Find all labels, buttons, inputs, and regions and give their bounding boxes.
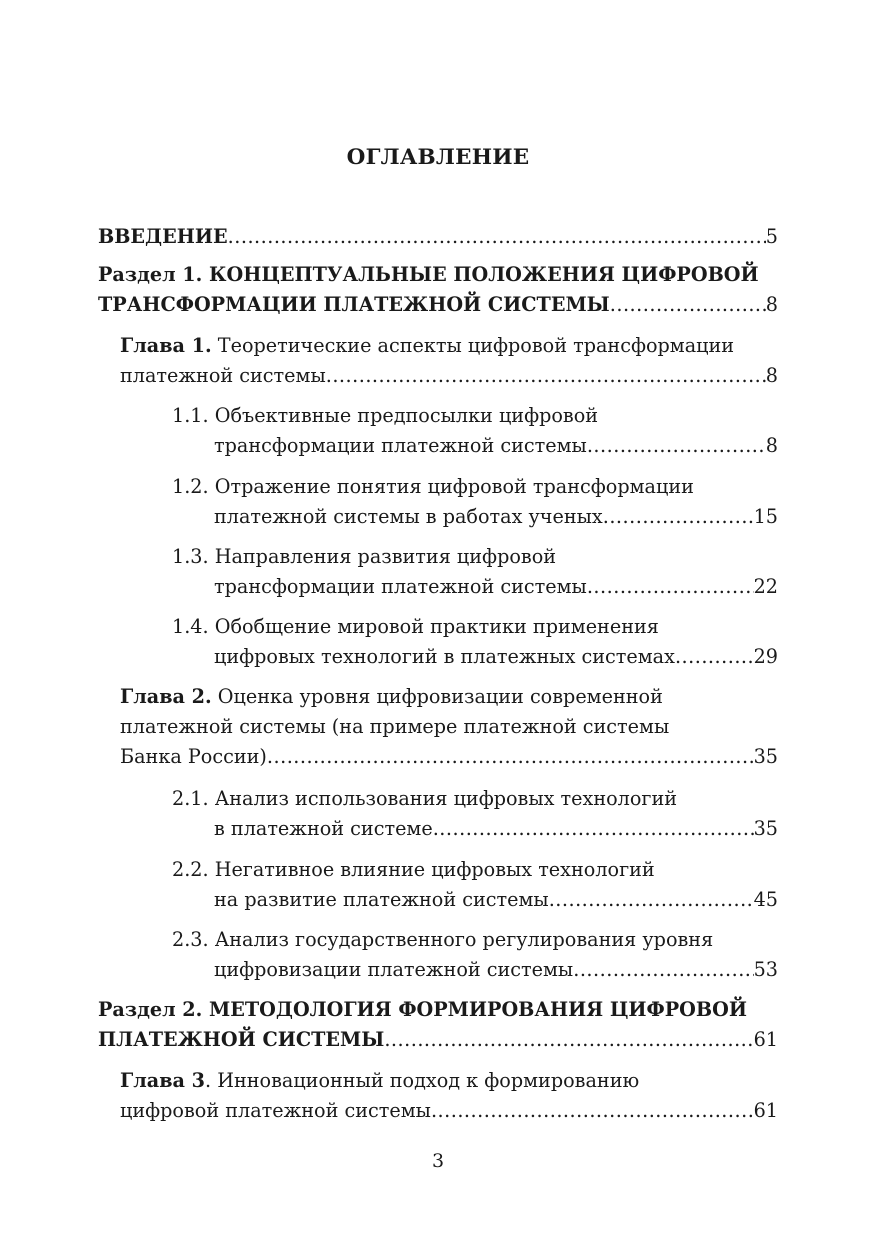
dot-leader: [587, 431, 766, 461]
page-title: ОГЛАВЛЕНИЕ: [346, 145, 530, 170]
toc-entry-text: цифровых технологий в платежных системах: [214, 645, 675, 668]
toc-page-number: 35: [753, 745, 778, 768]
toc-entry-text: . Инновационный подход к формированию: [205, 1069, 640, 1092]
toc-entry-text: цифровой платежной системы: [120, 1099, 431, 1122]
toc-page-number: 45: [753, 888, 778, 911]
toc-page-number: 61: [753, 1028, 778, 1051]
dot-leader: [326, 361, 766, 391]
dot-leader: [431, 1096, 754, 1126]
toc-page-number: 22: [753, 575, 778, 598]
toc-entry-chapter-1[interactable]: [120, 331, 778, 391]
toc-entry-text: ТРАНСФОРМАЦИИ ПЛАТЕЖНОЙ СИСТЕМЫ: [98, 293, 610, 316]
toc-entry-text: Анализ государственного регулирования уровня: [208, 928, 714, 951]
dot-leader: [675, 642, 754, 672]
toc-entry-introduction[interactable]: [98, 222, 778, 252]
toc-entry-text: цифровизации платежной системы: [214, 958, 574, 981]
dot-leader: [267, 742, 754, 772]
toc-page-number: 8: [765, 293, 778, 316]
toc-entry-2-3[interactable]: [172, 925, 778, 985]
toc-subsection-number: 1.3.: [172, 545, 209, 568]
dot-leader: [228, 222, 766, 252]
toc-entry-text: платежной системы в работах ученых: [214, 505, 603, 528]
toc-entry-text: ПЛАТЕЖНОЙ СИСТЕМЫ: [98, 1028, 385, 1051]
toc-entry-chapter-2[interactable]: [120, 682, 778, 772]
dot-leader: [549, 885, 754, 915]
toc-subsection-number: 1.4.: [172, 615, 209, 638]
toc-entry-text: Направления развития цифровой: [208, 545, 557, 568]
toc-entry-2-2[interactable]: [172, 855, 778, 915]
dot-leader: [433, 814, 754, 844]
toc-chapter-prefix: Глава 1.: [120, 334, 212, 357]
toc-page-number: 35: [753, 817, 778, 840]
toc-page-number: 53: [753, 958, 778, 981]
toc-entry-text: Отражение понятия цифровой трансформации: [208, 475, 694, 498]
dot-leader: [610, 290, 766, 320]
toc-subsection-number: 1.2.: [172, 475, 209, 498]
toc-entry-section-1[interactable]: [98, 260, 778, 320]
toc-entry-2-1[interactable]: [172, 784, 778, 844]
toc-chapter-prefix: Глава 3: [120, 1069, 206, 1092]
page-number: 3: [431, 1150, 445, 1172]
toc-entry-1-1[interactable]: [172, 401, 778, 461]
dot-leader: [573, 955, 753, 985]
toc-chapter-prefix: Глава 2.: [120, 685, 212, 708]
toc-subsection-number: 2.3.: [172, 928, 209, 951]
toc-entry-text: Анализ использования цифровых технологий: [208, 787, 678, 810]
toc-entry-text: на развитие платежной системы: [214, 888, 549, 911]
toc-entry-text: Негативное влияние цифровых технологий: [208, 858, 655, 881]
toc-entry-text: платежной системы (на примере платежной системы: [120, 715, 670, 738]
toc-entry-text: ВВЕДЕНИЕ: [98, 225, 228, 248]
toc-entry-text: КОНЦЕПТУАЛЬНЫЕ ПОЛОЖЕНИЯ ЦИФРОВОЙ: [209, 263, 759, 286]
toc-entry-text: платежной системы: [120, 364, 326, 387]
toc-section-prefix: Раздел 1.: [98, 263, 203, 286]
toc-entry-1-3[interactable]: [172, 542, 778, 602]
toc-subsection-number: 2.1.: [172, 787, 209, 810]
toc-entry-1-2[interactable]: [172, 472, 778, 532]
toc-page-number: 15: [753, 505, 778, 528]
toc-entry-text: трансформации платежной системы: [214, 575, 587, 598]
toc-subsection-number: 1.1.: [172, 404, 209, 427]
toc-subsection-number: 2.2.: [172, 858, 209, 881]
toc-entry-chapter-3[interactable]: [120, 1066, 778, 1126]
dot-leader: [587, 572, 754, 602]
toc-page-number: 5: [765, 225, 778, 248]
dot-leader: [384, 1025, 753, 1055]
toc-entry-text: трансформации платежной системы: [214, 434, 587, 457]
toc-section-prefix: Раздел 2.: [98, 998, 203, 1021]
toc-page-number: 8: [765, 434, 778, 457]
toc-entry-section-2[interactable]: [98, 995, 778, 1055]
toc-entry-text: Банка России): [120, 745, 267, 768]
toc-entry-text: МЕТОДОЛОГИЯ ФОРМИРОВАНИЯ ЦИФРОВОЙ: [209, 998, 747, 1021]
toc-entry-text: Теоретические аспекты цифровой трансформации: [211, 334, 735, 357]
toc-entry-text: Объективные предпосылки цифровой: [208, 404, 599, 427]
toc-page-number: 29: [753, 645, 778, 668]
dot-leader: [603, 502, 754, 532]
toc-page-number: 8: [765, 364, 778, 387]
toc-entry-text: Оценка уровня цифровизации современной: [211, 685, 663, 708]
toc-entry-1-4[interactable]: [172, 612, 778, 672]
toc-page-number: 61: [753, 1099, 778, 1122]
toc-entry-text: в платежной системе: [214, 817, 433, 840]
toc-entry-text: Обобщение мировой практики применения: [208, 615, 659, 638]
